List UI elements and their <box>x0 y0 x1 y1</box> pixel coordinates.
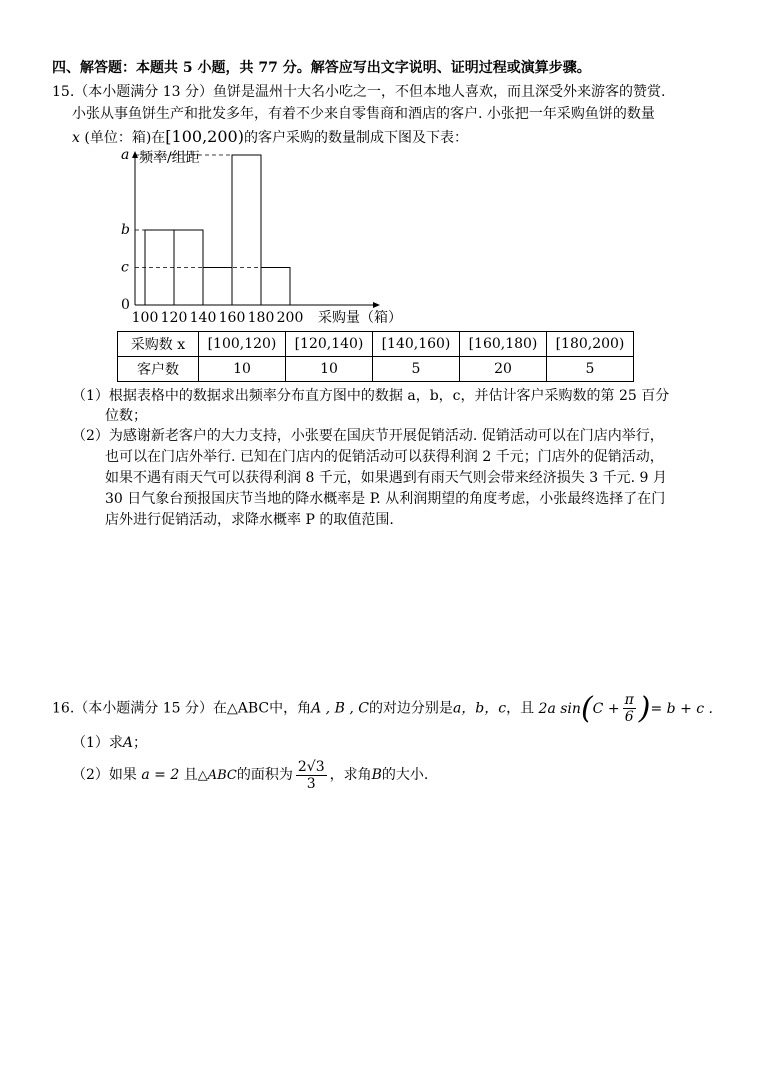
q16-text-angle: 中，角 <box>269 700 312 717</box>
x-tick-label-120: 120 <box>160 310 188 326</box>
q15-text-line-3 <box>72 127 468 148</box>
table-cell-count-5: 5 <box>547 357 634 382</box>
q16-text-and: ，且 <box>506 700 535 717</box>
var-x: x <box>72 130 80 146</box>
y-axis-label: 频率/组距 <box>139 150 200 166</box>
sides-abc: a，b，c <box>452 700 507 717</box>
purchase-table <box>117 331 634 382</box>
frequency-histogram <box>108 150 408 330</box>
area-den: 3 <box>306 775 316 792</box>
table-cell-interval-4: [160,180) <box>460 332 547 357</box>
x-tick-label-180: 180 <box>247 310 275 326</box>
angles-abc: A , B , C <box>311 700 369 717</box>
frac-den-six: 6 <box>624 709 634 725</box>
q16-sub1-end: ； <box>133 735 148 751</box>
eq-c: C + <box>592 700 620 717</box>
q15-sub2-line-2: 也可以在门店外举行. 已知在门店内的促销活动可以获得利润 2 千元；门店外的促销活动， <box>105 449 664 465</box>
paren-left: ( <box>580 690 593 726</box>
y-tick-label-0: 0 <box>121 297 130 313</box>
x-tick-label-100: 100 <box>131 310 159 326</box>
section-header: 四、解答题：本题共 5 小题，共 77 分。解答应写出文字说明、证明过程或演算步骤。 <box>52 60 591 76</box>
table-cell-interval-2: [120,140) <box>286 332 373 357</box>
table-cell-interval-5: [180,200) <box>547 332 634 357</box>
area-fraction <box>296 759 327 792</box>
table-header-customers: 客户数 <box>118 357 199 382</box>
x-tick-label-140: 140 <box>189 310 217 326</box>
x-axis-arrow <box>373 302 380 308</box>
q16-sub1 <box>72 733 147 753</box>
table-cell-count-1: 10 <box>199 357 286 382</box>
q16-intro: 16.（本小题满分 15 分）在 <box>52 700 227 717</box>
var-a-angle: A <box>122 735 134 751</box>
table-cell-count-4: 20 <box>460 357 547 382</box>
eq-a-equals-2: a = 2 <box>141 767 180 783</box>
q15-sub2-line-5: 店外进行促销活动，求降水概率 P 的取值范围. <box>105 512 394 528</box>
histogram-bar-5 <box>261 268 290 306</box>
table-cell-interval-1: [100,120) <box>199 332 286 357</box>
q15-text-line-1: 15.（本小题满分 13 分）鱼饼是温州十大名小吃之一，不但本地人喜欢，而且深受外来游客的赞赏. <box>52 84 666 100</box>
unit-text: (单位：箱)在 <box>84 130 166 146</box>
q16-text-sides: 的对边分别是 <box>368 700 453 717</box>
x-axis-label: 采购量（箱） <box>318 310 402 326</box>
q16-sub2-area-text: 的面积为 <box>236 767 293 783</box>
equation <box>538 690 713 726</box>
frac-num-pi: π <box>624 692 634 708</box>
q16-sub2 <box>72 758 428 793</box>
area-num: 2√3 <box>297 758 325 775</box>
q16-sub2-text: （2）如果 <box>72 767 137 783</box>
table-cell-count-3: 5 <box>373 357 460 382</box>
histogram-bar-3 <box>203 268 232 306</box>
q16-text-line-1 <box>52 692 713 725</box>
y-tick-label-a: a <box>121 150 130 163</box>
var-b-angle: B <box>371 767 382 783</box>
q15-text-line-3-end: 的客户采购的数量制成下图及下表： <box>243 130 468 146</box>
histogram-bar-4 <box>232 155 261 305</box>
q15-sub1-line-2: 位数； <box>105 408 147 424</box>
y-axis-arrow <box>132 151 138 158</box>
table-cell-interval-3: [140,160) <box>373 332 460 357</box>
x-tick-label-200: 200 <box>276 310 304 326</box>
triangle-abc-2: △ABC <box>197 768 237 783</box>
q15-sub2-line-3: 如果不遇有雨天气可以获得利润 8 千元，如果遇到有雨天气则会带来经济损失 3 千元. 9 月 <box>105 470 667 486</box>
paren-right: ) <box>638 690 651 726</box>
table-cell-count-2: 10 <box>286 357 373 382</box>
q15-sub2-line-1: （2）为感谢新老客户的大力支持，小张要在国庆节开展促销活动. 促销活动可以在门店内举行， <box>72 428 664 444</box>
q16-sub1-text: （1）求 <box>72 735 123 751</box>
q16-sub2-ask: ，求角 <box>329 767 372 783</box>
q16-sub2-end: 的大小. <box>381 767 429 783</box>
eq-left: 2a sin <box>538 700 581 717</box>
q15-text-line-2: 小张从事鱼饼生产和批发多年，有着不少来自零售商和酒店的客户. 小张把一年采购鱼饼的数量 <box>72 106 655 122</box>
q15-sub1-line-1: （1）根据表格中的数据求出频率分布直方图中的数据 a，b，c，并估计客户采购数的第 25 百分 <box>72 388 670 404</box>
q16-sub2-and: 且 <box>183 767 198 783</box>
table-row-intervals <box>118 332 634 357</box>
y-tick-label-c: c <box>121 259 129 276</box>
table-row-counts <box>118 357 634 382</box>
eq-right: = b + c . <box>650 700 713 717</box>
triangle-abc: △ABC <box>226 700 270 717</box>
y-tick-label-b: b <box>121 222 130 238</box>
table-header-purchase: 采购数 x <box>118 332 199 357</box>
q15-sub2-line-4: 30 日气象台预报国庆节当地的降水概率是 P. 从利润期望的角度考虑，小张最终选择了在门 <box>105 491 666 507</box>
x-tick-label-160: 160 <box>218 310 246 326</box>
pi-over-six <box>623 692 636 725</box>
range-interval: [100,200) <box>165 127 244 146</box>
